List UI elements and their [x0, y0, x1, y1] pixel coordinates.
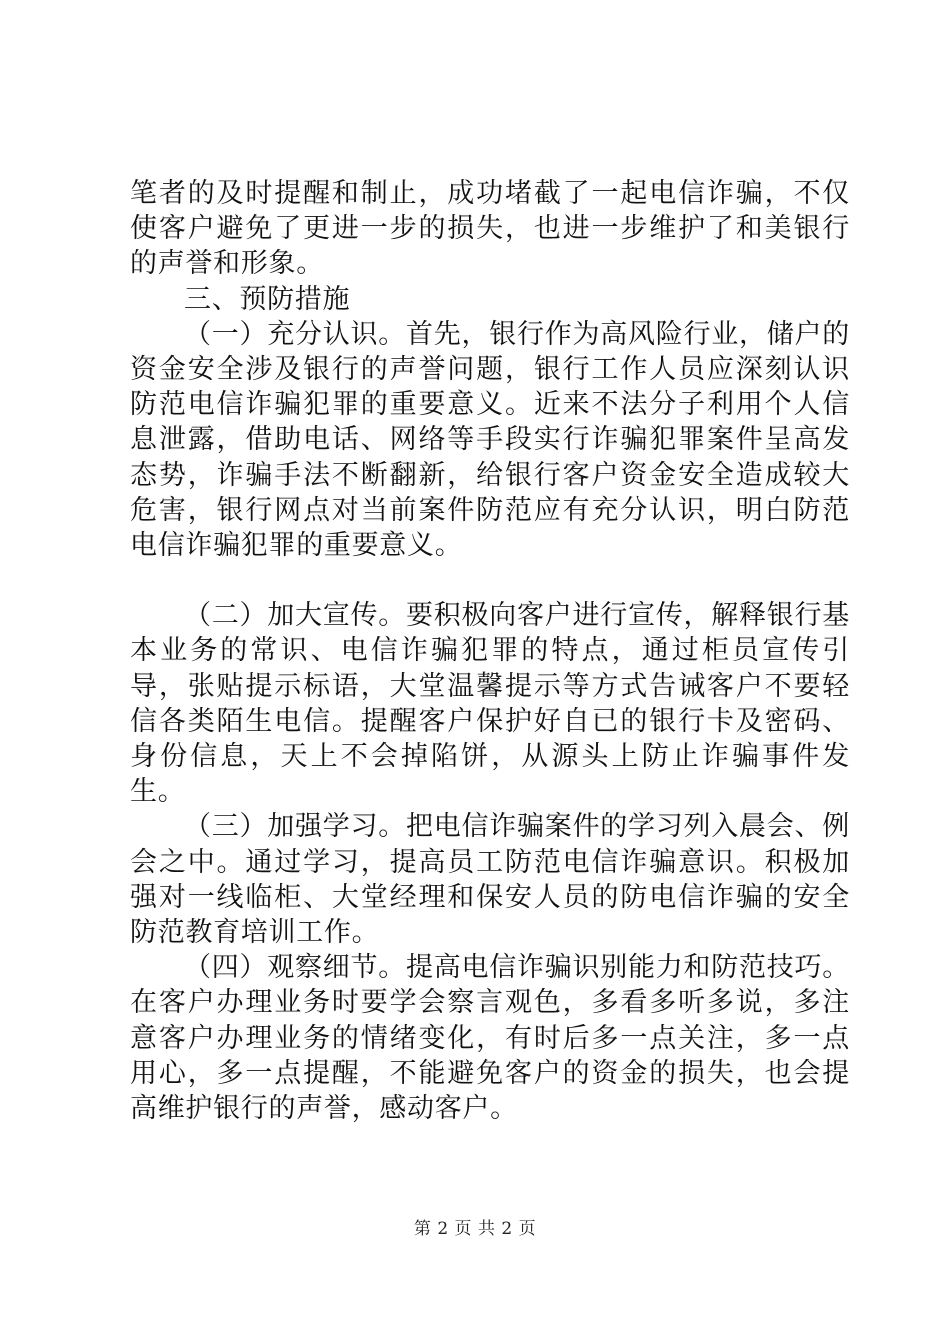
page-footer: 第 2 页 共 2 页	[413, 1219, 537, 1239]
document-body	[130, 176, 850, 1126]
paragraph-measure-3: （三）加强学习。把电信诈骗案件的学习列入晨会、例会之中。通过学习，提高员工防范电信诈骗意识。积极加强对一线临柜、大堂经理和保安人员的防电信诈骗的安全防范教育培训工作。	[130, 811, 850, 949]
paragraph-measure-4: （四）观察细节。提高电信诈骗识别能力和防范技巧。在客户办理业务时要学会察言观色，多看多听多说，多注意客户办理业务的情绪变化，有时后多一点关注，多一点用心，多一点提醒，不能避免客户的资金的损失，也会提高维护银行的声誉，感动客户。	[130, 952, 850, 1125]
paragraph-continuation: 笔者的及时提醒和制止，成功堵截了一起电信诈骗，不仅使客户避免了更进一步的损失，也进一步维护了和美银行的声誉和形象。	[130, 178, 850, 280]
paragraph-measure-1: （一）充分认识。首先，银行作为高风险行业，储户的资金安全涉及银行的声誉问题，银行工作人员应深刻认识防范电信诈骗犯罪的重要意义。近来不法分子利用个人信息泄露，借助电话、网络等手段实行诈骗犯罪案件呈高发态势，诈骗手法不断翻新，给银行客户资金安全造成较大危害，银行网点对当前案件防范应有充分认识，明白防范电信诈骗犯罪的重要意义。	[130, 318, 850, 562]
section-heading-prevention: 三、预防措施	[184, 283, 351, 315]
paragraph-measure-2: （二）加大宣传。要积极向客户进行宣传，解释银行基本业务的常识、电信诈骗犯罪的特点，通过柜员宣传引导，张贴提示标语，大堂温馨提示等方式告诫客户不要轻信各类陌生电信。提醒客户保护好自已的银行卡及密码、身份信息，天上不会掉陷饼，从源头上防止诈骗事件发生。	[130, 600, 850, 808]
